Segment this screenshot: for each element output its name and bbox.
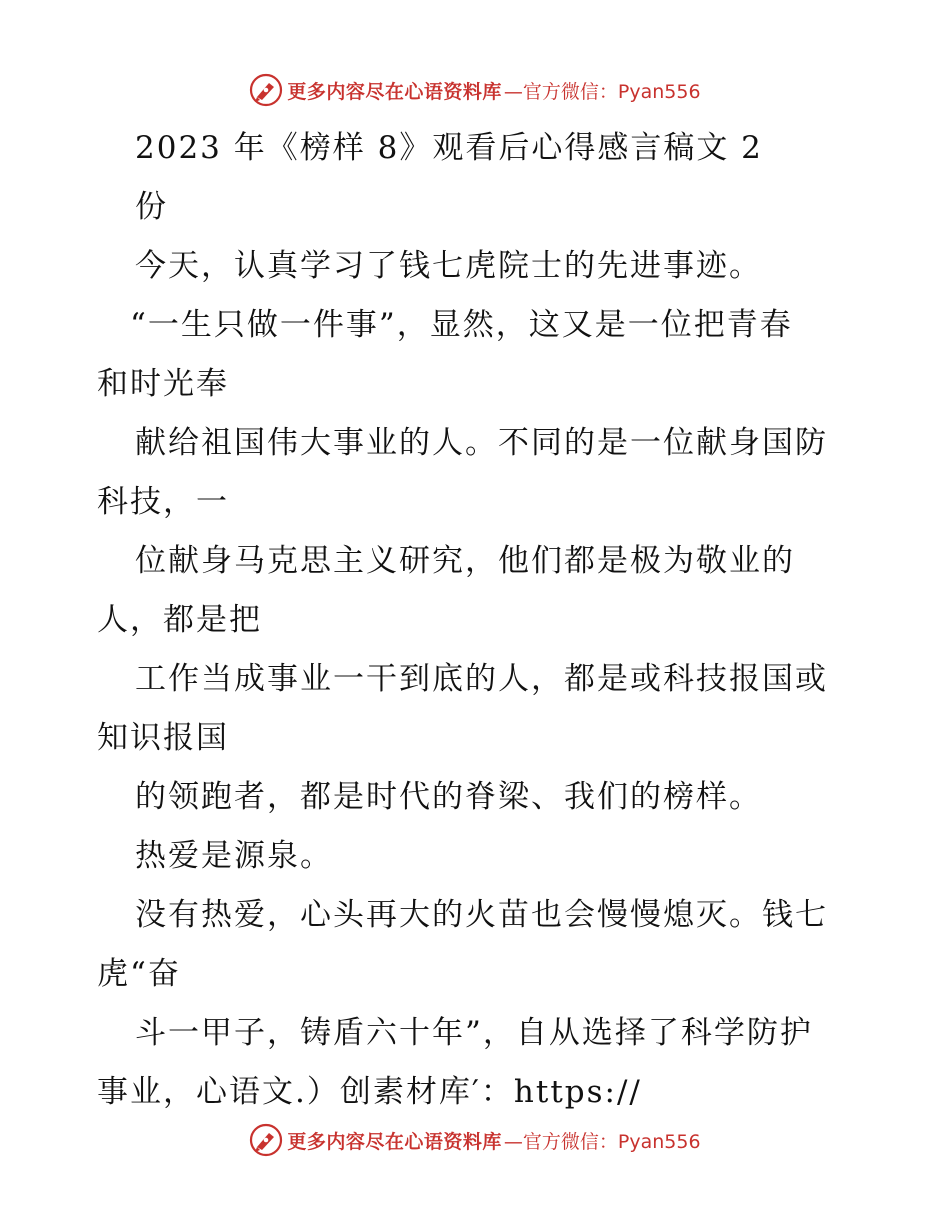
paragraph-line: 的领跑者，都是时代的脊梁、我们的榜样。 <box>135 779 762 815</box>
document-title-line-2: 份 <box>135 189 168 225</box>
paragraph-line: “一生只做一件事”，显然，这又是一位把青春 <box>130 307 793 343</box>
paragraph-line: 位献身马克思主义研究，他们都是极为敬业的 <box>135 543 795 579</box>
pen-logo-icon <box>249 1123 283 1157</box>
paragraph-line: 工作当成事业一干到底的人，都是或科技报国或 <box>135 661 828 697</box>
paragraph-line: 知识报国 <box>97 720 229 756</box>
paragraph-line: 事业，心语文.）创素材库′：https:// <box>97 1074 642 1110</box>
paragraph-line: 科技，一 <box>97 484 229 520</box>
paragraph-line: 斗一甲子，铸盾六十年”，自从选择了科学防护 <box>135 1015 813 1051</box>
document-title-line-1: 2023 年《榜样 8》观看后心得感言稿文 2 <box>135 130 763 166</box>
footer-brand-text: 更多内容尽在心语资料库 <box>287 1130 502 1153</box>
footer-watermark-banner <box>0 1120 950 1160</box>
paragraph-line: 和时光奉 <box>97 366 229 402</box>
pen-logo-icon <box>249 73 283 107</box>
paragraph-line: 热爱是源泉。 <box>135 838 333 874</box>
header-brand-text: 更多内容尽在心语资料库 <box>287 80 502 103</box>
footer-contact-text: —官方微信：Pyan556 <box>503 1130 701 1153</box>
paragraph-line: 献给祖国伟大事业的人。不同的是一位献身国防 <box>135 425 828 461</box>
paragraph-line: 今天，认真学习了钱七虎院士的先进事迹。 <box>135 248 762 284</box>
paragraph-line: 虎“奋 <box>97 956 181 992</box>
header-contact-text: —官方微信：Pyan556 <box>503 80 701 103</box>
paragraph-line: 人，都是把 <box>97 602 262 638</box>
header-watermark-banner <box>0 70 950 110</box>
paragraph-line: 没有热爱，心头再大的火苗也会慢慢熄灭。钱七 <box>135 897 828 933</box>
